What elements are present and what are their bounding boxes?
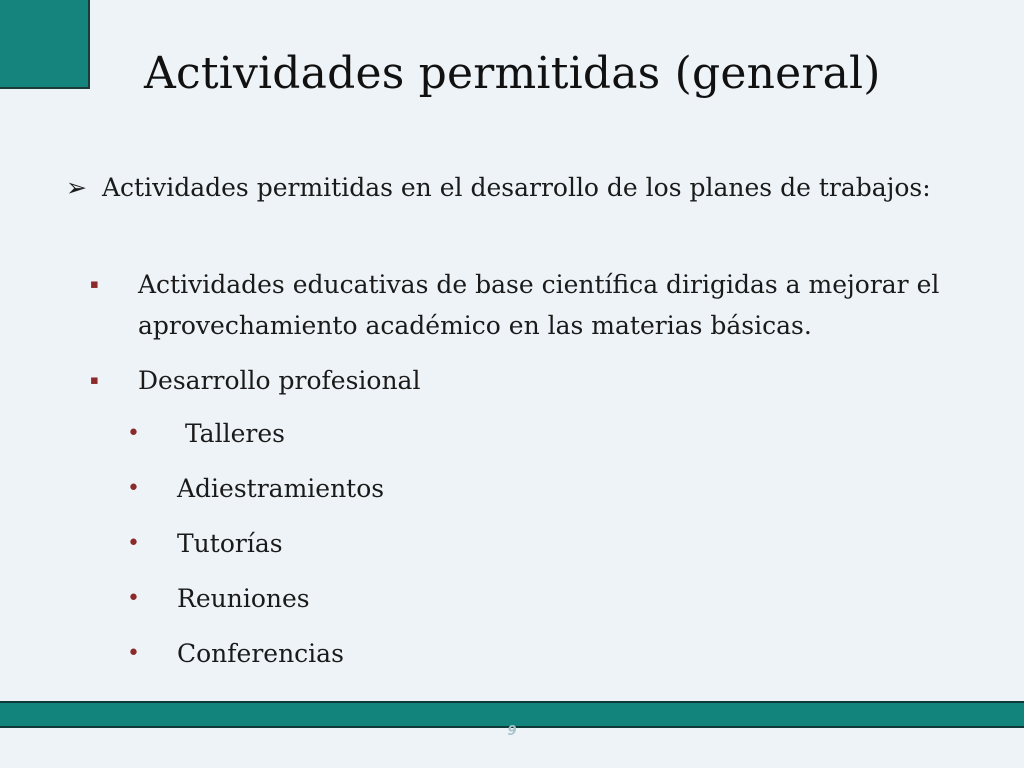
list-item-detail [127,418,285,450]
list-item-detail [127,528,283,560]
slide-title: Actividades permitidas (general) [144,48,881,99]
corner-accent-square [0,0,90,89]
dot-bullet-icon: • [127,586,140,611]
page-number: 9 [507,724,517,739]
list-item-main [66,168,946,208]
list-item-sub [90,264,950,346]
list-item-text: Adiestramientos [177,474,385,503]
dot-bullet-icon: • [127,421,140,446]
list-item-sub [90,360,950,401]
list-item-text: Actividades educativas de base científica dirigidas a mejorar el aprovechamiento académico en las materias básicas. [138,270,940,340]
list-item-text: Tutorías [177,529,283,558]
list-item-detail [127,638,344,670]
dot-bullet-icon: • [127,531,140,556]
square-bullet-icon: ▪ [90,373,99,388]
list-item-detail [127,583,310,615]
list-item-text: Talleres [177,419,285,448]
list-item-text: Conferencias [177,639,344,668]
list-item-detail [127,473,384,505]
list-item-text: Desarrollo profesional [138,366,421,395]
list-item-text: Actividades permitidas en el desarrollo de los planes de trabajos: [102,173,931,202]
dot-bullet-icon: • [127,641,140,666]
arrow-bullet-icon: ➢ [66,173,87,202]
list-item-text: Reuniones [177,584,310,613]
square-bullet-icon: ▪ [90,277,99,292]
dot-bullet-icon: • [127,476,140,501]
